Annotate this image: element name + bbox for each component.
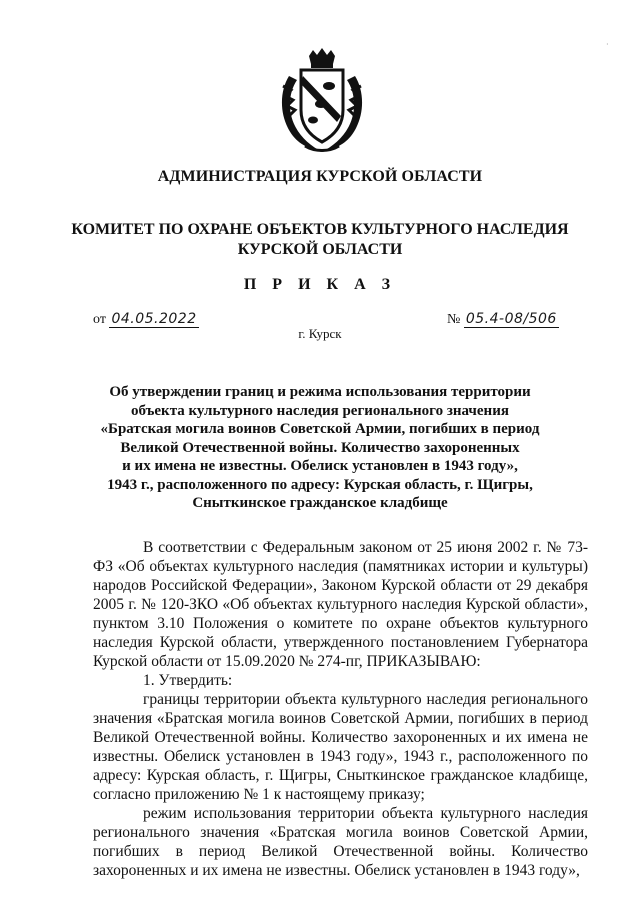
subject-line: «Братская могила воинов Советской Армии, погибших в период [100, 421, 540, 437]
body-paragraph-item1: 1. Утвердить: [143, 672, 233, 689]
order-body [93, 538, 588, 880]
number-prefix: № [447, 312, 461, 327]
city: г. Курск [298, 326, 342, 341]
subject-line: объекта культурного наследия регионального значения [131, 402, 509, 419]
committee-title-line2: КУРСКОЙ ОБЛАСТИ [237, 241, 403, 258]
date-prefix: от [93, 312, 106, 327]
committee-title [0, 220, 640, 260]
coat-of-arms-icon [275, 48, 369, 154]
subject-line: и их имена не известны. Обелиск установлен в 1943 году», [122, 458, 518, 474]
subject-line: 1943 г., расположенного по адресу: Курская область, г. Щигры, [107, 476, 533, 493]
subject-line: Об утверждении границ и режима использования территории [109, 384, 531, 400]
scan-mark: · [606, 40, 609, 49]
document-type: П Р И К А З [243, 276, 397, 293]
date-value: 04.05.2022 [111, 311, 197, 327]
subject-line: Великой Отечественной войны. Количество захороненных [120, 439, 520, 456]
number-value: 05.4-08/506 [465, 311, 557, 327]
subject-line: Сныткинское гражданское кладбище [192, 495, 448, 511]
committee-title-line1: КОМИТЕТ ПО ОХРАНЕ ОБЪЕКТОВ КУЛЬТУРНОГО НАСЛЕДИЯ [71, 221, 569, 238]
body-paragraph-regime: режим использования территории объекта культурного наследия регионального значения «Братская могила воинов Советской Армии, погибших в период Великой Отечественной войны. Количество захороненных и их имена не известны. Обелиск установлен в 1943 году», [93, 805, 588, 879]
organization-title: АДМИНИСТРАЦИЯ КУРСКОЙ ОБЛАСТИ [157, 168, 483, 185]
order-subject [0, 383, 640, 513]
body-paragraph-boundaries: границы территории объекта культурного наследия регионального значения «Братская могила воинов Советской Армии, погибших в период Великой Отечественной войны. Количество захороненных и их имена не известны. Обелиск установлен в 1943 году», 1943 г., расположенного по адресу: Курская область, г. Щигры, Сныткинское гражданское кладбище, согласно приложению № 1 к настоящему приказу; [93, 691, 588, 803]
body-paragraph-preamble: В соответствии с Федеральным законом от 25 июня 2002 г. № 73-ФЗ «Об объектах культурного наследия (памятниках истории и культуры) народов Российской Федерации», Законом Курской области от 29 декабря 2005 г. № 120-ЗКО «Об объектах культурного наследия Курской области», пунктом 3.10 Положения о комитете по охране объектов культурного наследия Курской области, утвержденного постановлением Губернатора Курской области от 15.09.2020 № 274-пг, ПРИКАЗЫВАЮ: [93, 539, 588, 670]
